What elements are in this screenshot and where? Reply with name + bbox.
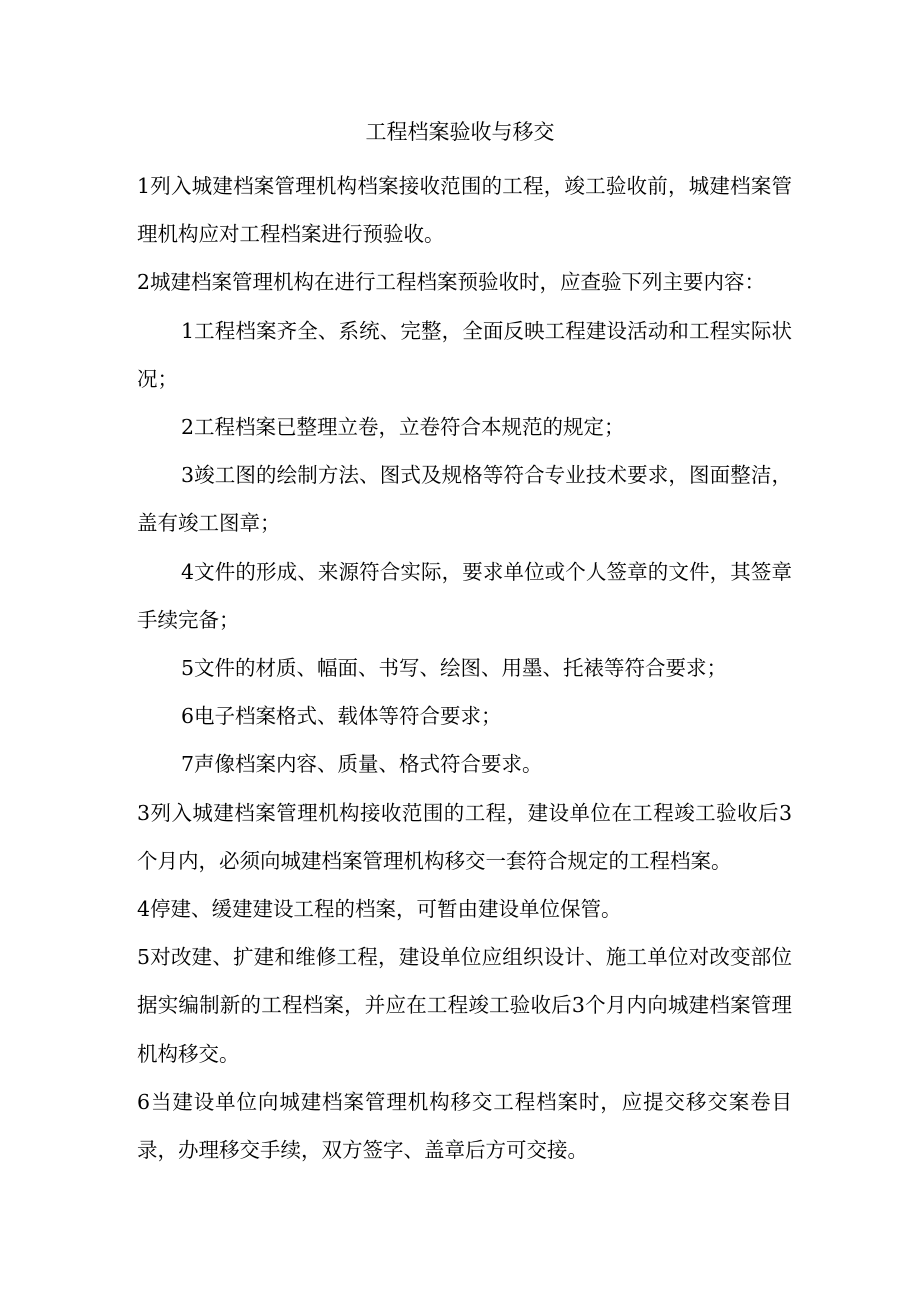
paragraph-6: 6当建设单位向城建档案管理机构移交工程档案时，应提交移交案卷目录，办理移交手续，双方签字、盖章后方可交接。 — [137, 1089, 792, 1163]
paragraph-2: 2城建档案管理机构在进行工程档案预验收时，应查验下列主要内容： — [137, 270, 766, 295]
paragraph-1: 1列入城建档案管理机构档案接收范围的工程，竣工验收前，城建档案管理机构应对工程档案进行预验收。 — [137, 174, 792, 247]
paragraph-5: 5对改建、扩建和维修工程，建设单位应组织设计、施工单位对改变部位据实编制新的工程档案，并应在工程竣工验收后3个月内向城建档案管理机构移交。 — [137, 945, 792, 1066]
sub-item-6: 6电子档案格式、载体等符合要求； — [181, 704, 502, 729]
sub-item-3: 3竣工图的绘制方法、图式及规格等符合专业技术要求，图面整洁，盖有竣工图章； — [137, 463, 792, 536]
document-title: 工程档案验收与移交 — [365, 120, 555, 144]
sub-item-2: 2工程档案已整理立卷，立卷符合本规范的规定； — [181, 415, 625, 440]
sub-item-4: 4文件的形成、来源符合实际，要求单位或个人签章的文件，其签章手续完备； — [137, 559, 792, 632]
sub-item-1: 1工程档案齐全、系统、完整，全面反映工程建设活动和工程实际状况； — [137, 318, 792, 391]
sub-item-7: 7声像档案内容、质量、格式符合要求。 — [181, 752, 543, 777]
document-body — [137, 162, 792, 1174]
sub-item-5: 5文件的材质、幅面、书写、绘图、用墨、托裱等符合要求； — [181, 656, 728, 681]
paragraph-4: 4停建、缓建建设工程的档案，可暂由建设单位保管。 — [137, 897, 622, 922]
paragraph-3: 3列入城建档案管理机构接收范围的工程，建设单位在工程竣工验收后3个月内，必须向城建档案管理机构移交一套符合规定的工程档案。 — [137, 800, 792, 873]
